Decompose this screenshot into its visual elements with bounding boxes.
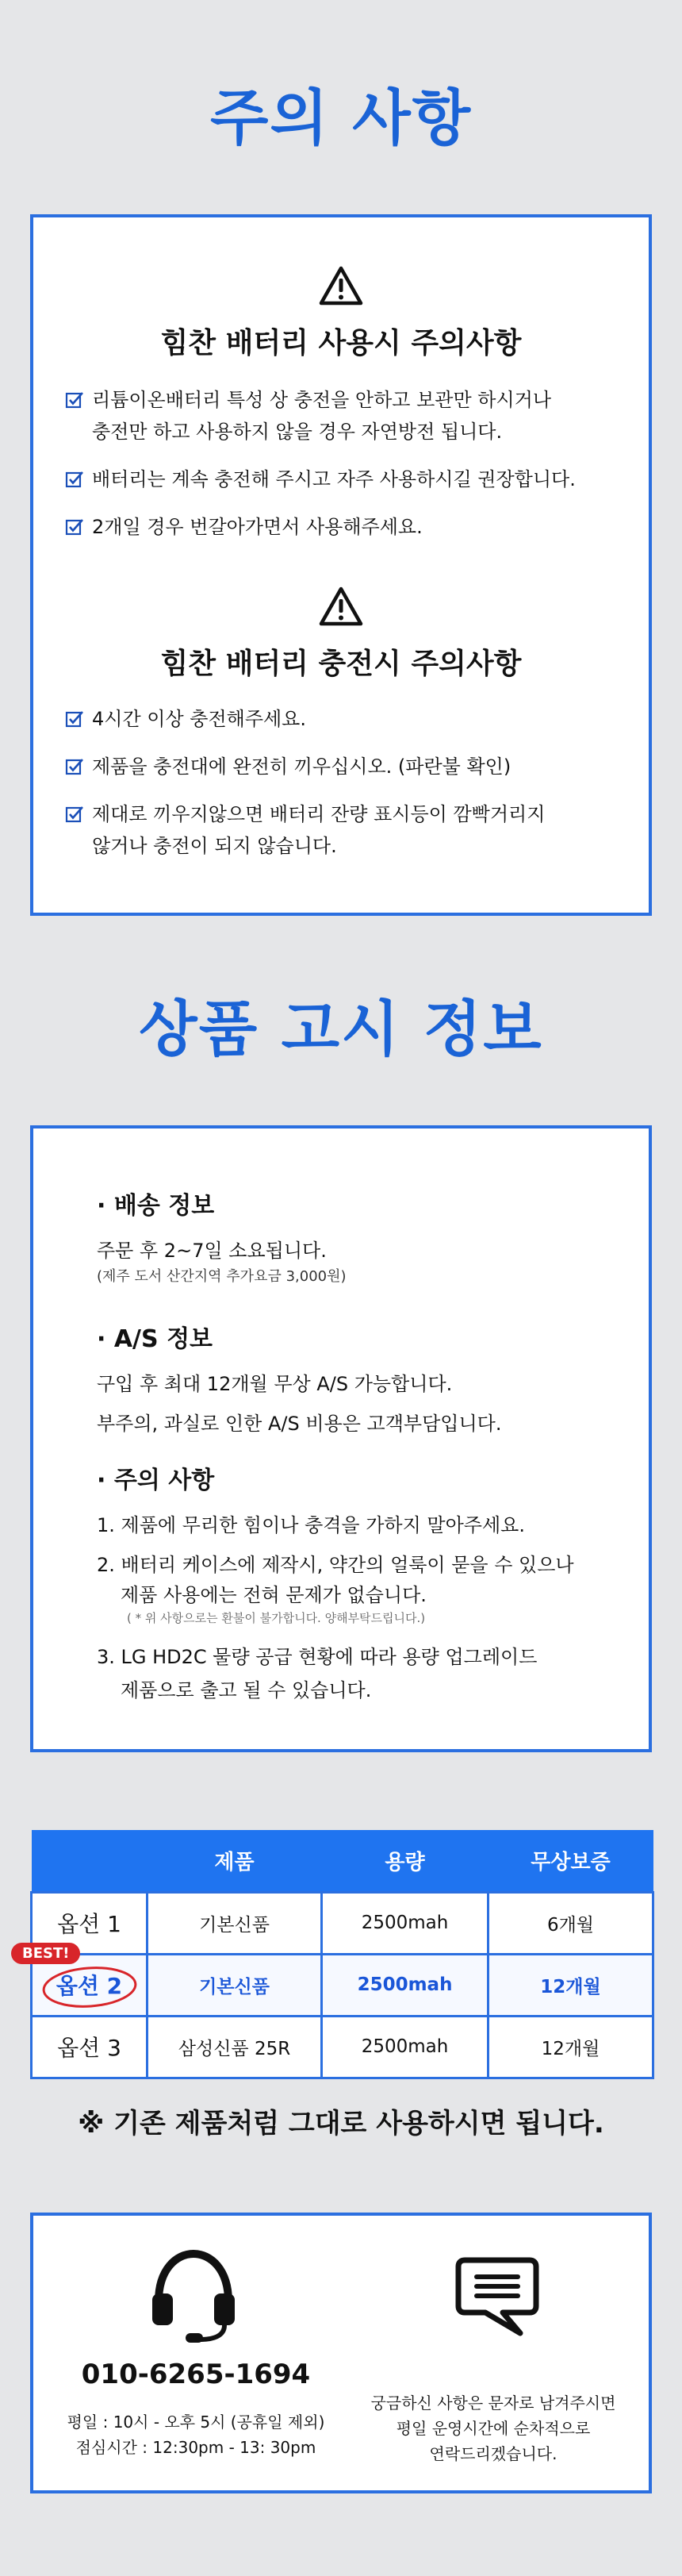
as-line: 구입 후 최대 12개월 무상 A/S 가능합니다. [97, 1373, 453, 1395]
as-heading: · A/S 정보 [97, 1325, 213, 1353]
charge-item-text: 4시간 이상 충전해주세요. [92, 708, 306, 730]
option-product: 삼성신품 25R [148, 2016, 322, 2078]
help-line: 연락드리겠습니다. [429, 2444, 557, 2463]
option-name: 옵션 2 [56, 1973, 123, 1999]
table-header [32, 1830, 148, 1892]
option-warranty: 12개월 [489, 2016, 653, 2078]
caution-item: 제품 사용에는 전혀 문제가 없습니다. [121, 1584, 427, 1606]
usage-item-text: 2개일 경우 번갈아가면서 사용해주세요. [92, 516, 423, 538]
usage-item [65, 511, 620, 543]
warning-icon [319, 265, 363, 306]
checkbox-icon [65, 517, 84, 536]
lunch-hours: 점심시간 : 12:30pm - 13: 30pm [75, 2438, 316, 2457]
checkbox-icon [65, 757, 84, 776]
usage-item-text: 배터리는 계속 충전해 주시고 자주 사용하시길 권장합니다. [92, 468, 576, 490]
option-name: 옵션 1 [32, 1892, 148, 1954]
charge-item [65, 798, 620, 862]
checkbox-icon [65, 805, 84, 824]
checkbox-icon [65, 709, 84, 729]
caution-item: 3. LG HD2C 물량 공급 현황에 따라 용량 업그레이드 [97, 1646, 538, 1668]
best-badge: BEST! [11, 1943, 80, 1964]
help-line: 평일 운영시간에 순차적으로 [396, 2419, 591, 2438]
usage-caution-title: 힘찬 배터리 사용시 주의사항 [160, 327, 522, 359]
option-warranty: 12개월 [489, 1954, 653, 2016]
table-row [32, 1892, 653, 1954]
usage-note: ※ 기존 제품처럼 그대로 사용하시면 됩니다. [78, 2108, 604, 2140]
usage-item-text: 리튬이온배터리 특성 상 충전을 안하고 보관만 하시거나 충전만 하고 사용하지 않을 경우 자연방전 됩니다. [92, 389, 552, 443]
product-info-section-title: 상품 고시 정보 [139, 994, 543, 1064]
circle-highlight-icon [39, 1962, 142, 2011]
caution-heading: · 주의 사항 [97, 1467, 215, 1494]
table-header: 제품 [148, 1830, 322, 1892]
shipping-line: 주문 후 2~7일 소요됩니다. [97, 1240, 327, 1262]
table-header: 용량 [322, 1830, 489, 1892]
contact-phone: 010-6265-1694 [81, 2359, 311, 2390]
table-row-highlighted [32, 1954, 653, 2016]
shipping-heading: · 배송 정보 [97, 1192, 215, 1220]
business-hours [65, 2409, 327, 2460]
product-info-box [30, 1125, 652, 1752]
caution-item: 1. 제품에 무리한 힘이나 충격을 가하지 말아주세요. [97, 1514, 525, 1536]
option-capacity: 2500mah [322, 1892, 489, 1954]
caution-box [30, 214, 652, 916]
charge-item [65, 751, 620, 782]
message-icon [454, 2255, 541, 2338]
table-header: 무상보증 [489, 1830, 653, 1892]
option-name: 옵션 3 [32, 2016, 148, 2078]
refund-note: ( * 위 사항으로는 환불이 불가합니다. 양해부탁드립니다.) [127, 1611, 426, 1625]
headset-icon [144, 2246, 243, 2344]
charge-caution-title: 힘찬 배터리 충전시 주의사항 [160, 648, 522, 680]
option-warranty: 6개월 [489, 1892, 653, 1954]
caution-item: 제품으로 출고 될 수 있습니다. [121, 1679, 372, 1701]
checkbox-icon [65, 390, 84, 409]
charge-item-text: 제대로 끼우지않으면 배터리 잔량 표시등이 깜빡거리지 않거나 충전이 되지 않습니다. [92, 803, 546, 857]
hours-line: 평일 : 10시 - 오후 5시 (공휴일 제외) [67, 2413, 325, 2432]
caution-item: 2. 배터리 케이스에 제작시, 약간의 얼룩이 묻을 수 있으나 [97, 1554, 574, 1576]
usage-item [65, 463, 620, 495]
option-product: 기본신품 [148, 1892, 322, 1954]
as-line: 부주의, 과실로 인한 A/S 비용은 고객부담입니다. [97, 1413, 502, 1435]
charge-item [65, 703, 620, 735]
charge-item-text: 제품을 충전대에 완전히 끼우십시오. (파란불 확인) [92, 755, 512, 778]
options-table [30, 1830, 654, 2079]
table-header-row [32, 1830, 653, 1892]
option-product: 기본신품 [148, 1954, 322, 2016]
warning-icon [319, 586, 363, 627]
option-capacity: 2500mah [322, 1954, 489, 2016]
caution-section-title: 주의 사항 [209, 83, 473, 153]
help-line: 궁금하신 사항은 문자로 남겨주시면 [370, 2393, 616, 2413]
table-row [32, 2016, 653, 2078]
shipping-note: (제주 도서 산간지역 추가요금 3,000원) [97, 1268, 347, 1285]
option-capacity: 2500mah [322, 2016, 489, 2078]
checkbox-icon [65, 470, 84, 489]
contact-help [358, 2390, 628, 2466]
usage-item [65, 384, 620, 448]
contact-box [30, 2213, 652, 2493]
